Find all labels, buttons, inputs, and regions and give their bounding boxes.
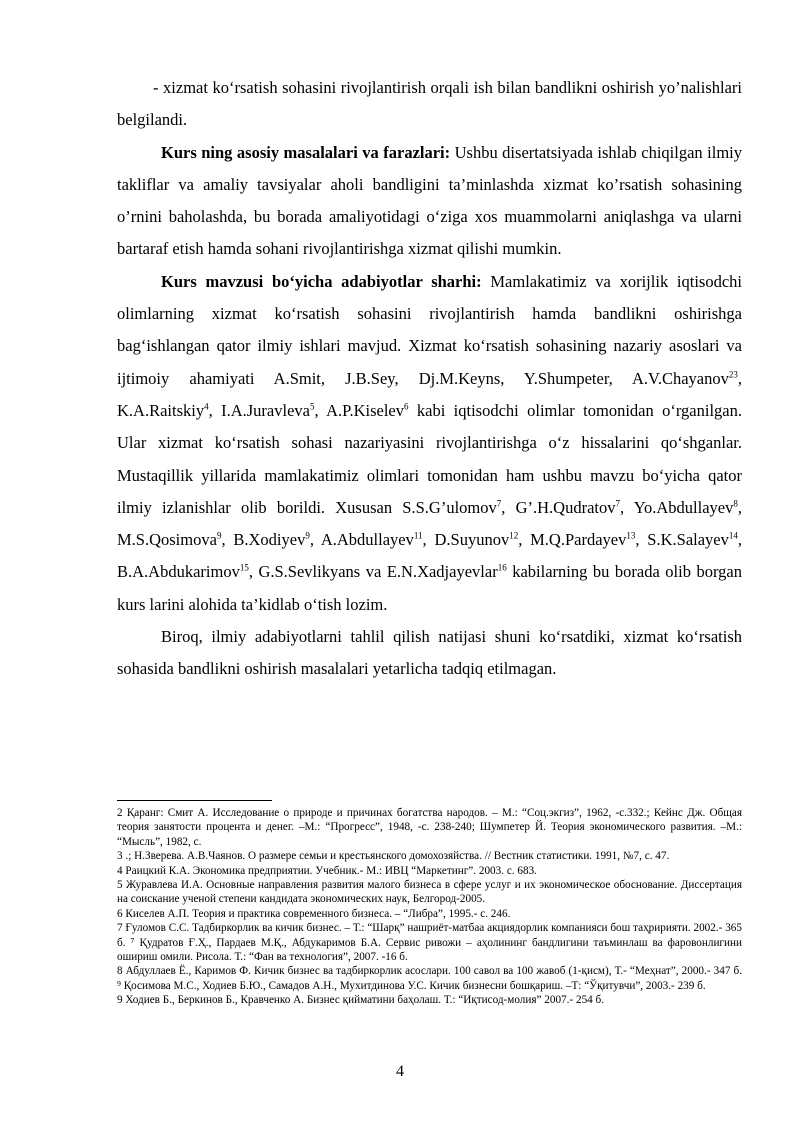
footnote-ref: 7 (496, 498, 502, 509)
paragraph-3-text-e: kabi iqtisodchi olimlar tomonidan o‘rganilgan. Ular xizmat ko‘rsatish sohasi nazariyasini rivojlantirishga o‘z hissalarini qo‘shganlar. Mustaqillik yillarida mamlakatimiz olimlari tomonidan ham ushbu mavzu bo‘yicha qator ilmiy izlanishlar olib borildi. Xususan S.S.G’ulomov (117, 400, 742, 517)
paragraph-4: Biroq, ilmiy adabiyotlarni tahlil qilish natijasi shuni ko‘rsatdiki, xizmat ko‘rsatish sohasida bandlikni oshirish masalalari yetarlicha tadqiq etilmagan. (117, 627, 742, 679)
footnote-separator (117, 800, 272, 801)
paragraph-3-text-c: , I.A.Juravleva (208, 400, 310, 420)
footnote-6: 6 Киселев А.П. Теория и практика современного бизнеса. – “Либра”, 1995.- с. 246. (117, 907, 511, 920)
footnote-7: 7 Ғуломов С.С. Тадбиркорлик ва кичик бизнес. – Т.: “Шарқ” нашриёт-матбаа акциядорлик компанияси бош таҳририяти. 2002.- 365 б. ⁷ Қудратов Ғ.Ҳ., Пардаев М.Қ., Абдукаримов Б.А. Сервис ривожи – аҳолининг бандлигини таъминлаш ва фаровонлигини ошириш омили. Рисола. Т.: “Фан ва технология”, 2007. -16 б. (117, 922, 742, 964)
footnote-ref: 8 (733, 498, 738, 509)
paragraph-3-text-a: Mamlakatimiz va xorijlik iqtisodchi olimlarning xizmat ko‘rsatish sohasini rivojlantirish hamda bandlikni oshirishga bag‘ishlangan qator ilmiy ishlari mavjud. Xizmat ko‘rsatish sohasining nazariy asoslari va ijtimoiy ahamiyati A.Smit, J.B.Sey, Dj.M.Keyns, Y.Shumpeter, A.V.Chayanov (117, 271, 742, 388)
main-text (117, 72, 742, 686)
paragraph-3-heading: Kurs mavzusi bo‘yicha adabiyotlar sharhi: (161, 271, 482, 291)
paragraph-2 (117, 137, 742, 266)
paragraph-3-text-f: , G’.H.Qudratov (501, 497, 616, 517)
footnotes (117, 806, 742, 1008)
footnote-ref: 13 (626, 530, 636, 541)
paragraph-3-text-o: , G.S.Sevlikyans va E.N.Xadjayevlar (248, 562, 498, 582)
footnote-ref: 16 (497, 562, 507, 573)
paragraph-3-text-i: , B.Xodiyev (221, 530, 306, 550)
footnote-ref: 11 (413, 530, 423, 541)
footnote-8: 8 Абдуллаев Ё., Каримов Ф. Кичик бизнес ва тадбиркорлик асослари. 100 савол ва 100 жавоб (1-қисм), Т.- “Меҳнат”, 2000.- 347 б. ⁹ Қосимова М.С., Ходиев Б.Ю., Самадов А.Н., Мухитдинова У.С. Кичик бизнесни бошқариш. –Т: “Ўқитувчи”, 2003.- 239 б. (117, 965, 742, 992)
paragraph-3-text-g: , Yo.Abdullayev (620, 497, 734, 517)
footnote-ref: 9 (305, 530, 310, 541)
footnote-ref: 9 (216, 530, 222, 541)
paragraph-2-text: Ushbu disertatsiyada ishlab chiqilgan ilmiy takliflar va amaliy tavsiyalar aholi bandligini ta’minlashda xizmat ko’rsatish sohasining o’rnini baholashda, bu borada amaliyotidagi o‘ziga xos muammolarni aniqlashga va ularni bartaraf etish hamda sohani rivojlantirishga xizmat qilishi mumkin. (117, 142, 742, 259)
paragraph-3 (117, 266, 742, 621)
footnote-4: 4 Раицкий К.А. Экономика предприятии. Учебник.- М.: ИВЦ “Маркетинг”. 2003. с. 683. (117, 864, 537, 877)
footnote-9: 9 Ходиев Б., Беркинов Б., Кравченко А. Бизнес қийматини баҳолаш. Т.: “Иқтисод-молия” 2007.- 254 б. (117, 994, 605, 1007)
paragraph-3-text-h: , M.S.Qosimova (117, 497, 742, 550)
paragraph-3-text-n: , B.A.Abdukarimov (117, 530, 743, 582)
paragraph-3-text-m: , S.K.Salayev (635, 530, 729, 550)
footnote-ref: 7 (615, 498, 620, 509)
paragraph-1: - xizmat ko‘rsatish sohasini rivojlantirish orqali ish bilan bandlikni oshirish yo’nalishlari belgilandi. (117, 78, 742, 130)
footnote-ref: 6 (404, 401, 409, 412)
footnote-ref: 23 (728, 369, 738, 380)
paragraph-3-text-b: , K.A.Raitskiy (117, 368, 742, 420)
paragraph-3-text-k: , D.Suyunov (422, 530, 510, 550)
footnote-ref: 14 (728, 530, 738, 541)
footnote-2: 2 Қаранг: Смит А. Исследование о природе и причинах богатства народов. – М.: “Соц.экгиз”, 1962, -с.332.; Кейнс Дж. Общая теория занятости процента и денег. –М.: “Прогресс”, 1948, -с. 238-240; Шумпетер Й. Теория экономического развития. –М.: “Мысль”, 1982, с. (117, 807, 742, 848)
paragraph-2-heading: Kurs ning asosiy masalalari va farazlari: (161, 142, 451, 162)
page-number: 4 (396, 1063, 404, 1080)
footnote-ref: 4 (204, 401, 209, 412)
footnote-ref: 5 (309, 401, 315, 412)
paragraph-3-text-l: , M.Q.Pardayev (518, 530, 627, 550)
footnote-5: 5 Журавлева И.А. Основные направления развития малого бизнеса в сфере услуг и их экономическое обоснование. Диссертация на соискание ученой степени кандидата экономических наук, Белгород-2005. (117, 879, 742, 906)
footnote-ref: 15 (239, 562, 249, 573)
paragraph-3-text-p: kabilarning bu borada olib borgan kurs larini alohida ta’kidlab o‘tish lozim. (117, 562, 742, 614)
paragraph-3-text-d: , A.P.Kiselev (314, 400, 404, 420)
footnote-3: 3 .; Н.Зверева. А.В.Чаянов. О размере семьи и крестьянского домохозяйства. // Вестник статистики. 1991, №7, с. 47. (117, 850, 670, 863)
footnote-ref: 12 (509, 530, 519, 541)
paragraph-3-text-j: , A.Abdullayev (309, 530, 414, 550)
